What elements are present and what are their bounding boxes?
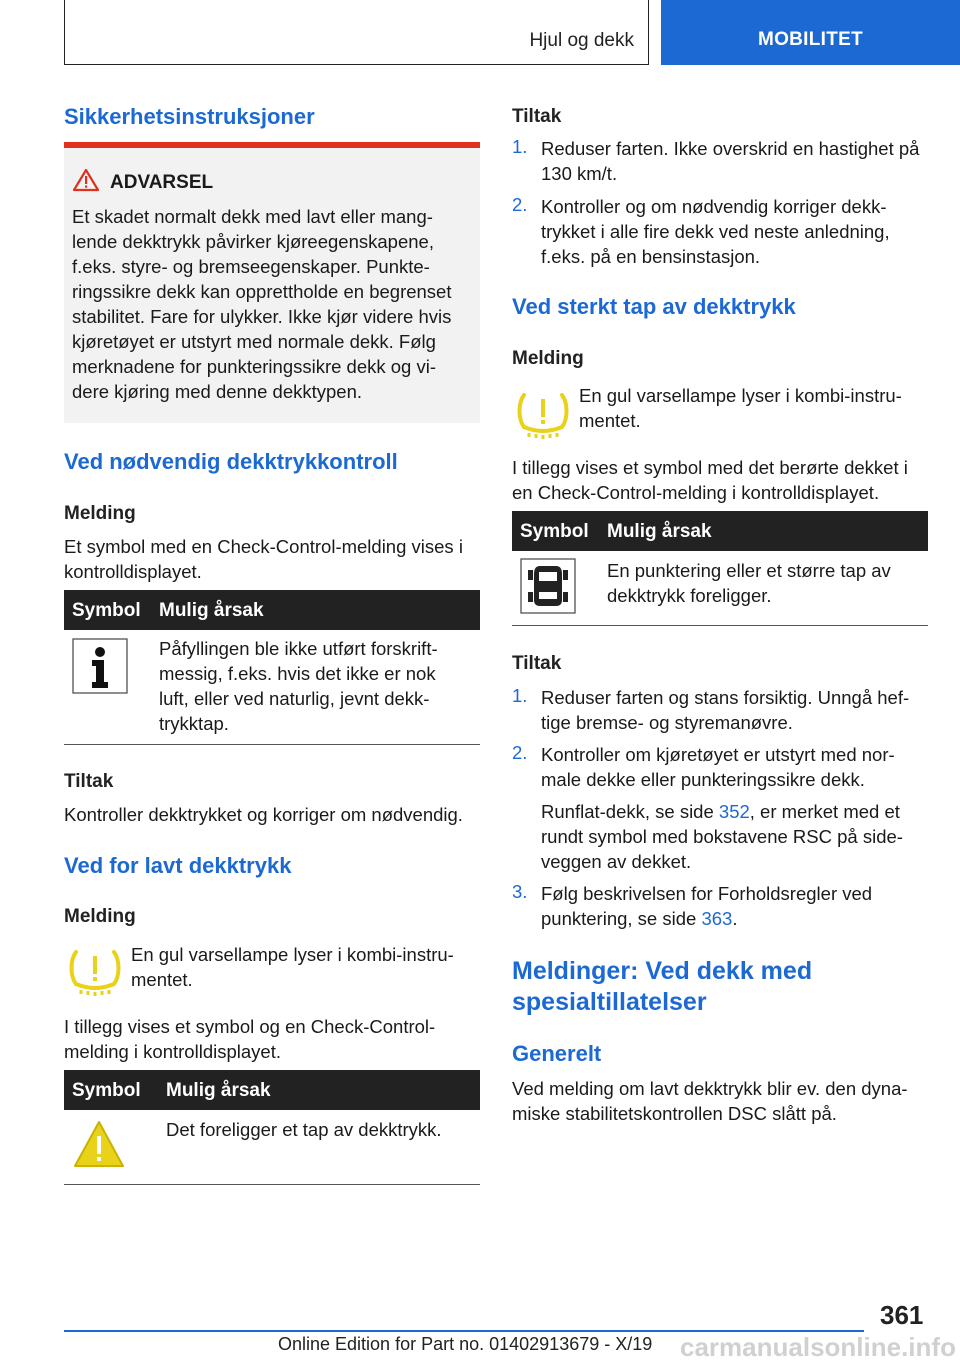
tiltak-text: Kontroller dekktrykket og korriger om nødvendig. bbox=[64, 804, 463, 825]
table-rule bbox=[64, 744, 480, 745]
subheading-general: Generelt bbox=[512, 1041, 602, 1066]
section-heading-tpms-check: Ved nødvendig dekktrykkontroll bbox=[64, 449, 398, 474]
list-item bbox=[541, 194, 931, 269]
text-line: male dekke eller punkteringssikre dekk. bbox=[541, 769, 865, 790]
table-cause-cell: Det foreligger et tap av dekktrykk. bbox=[166, 1119, 442, 1140]
melding-text bbox=[64, 1014, 480, 1064]
info-icon bbox=[72, 638, 128, 694]
melding-heading: Melding bbox=[64, 906, 136, 927]
watermark: carmanualsonline.info bbox=[680, 1332, 956, 1362]
text-line: f.eks. på en bensinstasjon. bbox=[541, 246, 761, 267]
table-header-symbol: Symbol bbox=[72, 1080, 141, 1101]
warning-triangle-icon bbox=[72, 1118, 126, 1172]
warning-text bbox=[72, 204, 472, 404]
text-line: tige bremse- og styremanøvre. bbox=[541, 712, 793, 733]
text-line: 130 km/t. bbox=[541, 163, 618, 184]
text-segment: punktering, se side bbox=[541, 908, 702, 929]
melding-heading: Melding bbox=[512, 348, 584, 369]
warning-box bbox=[64, 148, 480, 423]
section-heading-severe-loss: Ved sterkt tap av dekktrykk bbox=[512, 294, 796, 319]
list-number: 3. bbox=[512, 881, 528, 902]
lamp-text bbox=[579, 383, 929, 433]
lamp-text bbox=[131, 942, 481, 992]
tire-pressure-warning-icon bbox=[68, 946, 122, 996]
table-header bbox=[64, 1070, 480, 1110]
list-number: 1. bbox=[512, 136, 528, 157]
heading-line: spesialtillatelser bbox=[512, 988, 707, 1016]
header-section-box bbox=[64, 0, 649, 65]
warning-label: ADVARSEL bbox=[110, 172, 214, 193]
table-header bbox=[512, 511, 928, 551]
table-rule bbox=[64, 1184, 480, 1185]
tiltak-heading: Tiltak bbox=[64, 771, 114, 792]
warning-line: Et skadet normalt dekk med lavt eller mang- bbox=[72, 206, 433, 227]
page-number: 361 bbox=[880, 1300, 924, 1330]
table-header bbox=[64, 590, 480, 630]
tiltak-heading: Tiltak bbox=[512, 653, 562, 674]
table-header-symbol: Symbol bbox=[520, 521, 589, 542]
section-heading-low-pressure: Ved for lavt dekktrykk bbox=[64, 853, 292, 878]
text-line: En punktering eller et større tap av bbox=[607, 560, 891, 581]
table-header-symbol: Symbol bbox=[72, 600, 141, 621]
list-number: 2. bbox=[512, 194, 528, 215]
text-line: Et symbol med en Check-Control-melding vises i bbox=[64, 536, 463, 557]
warning-line: kjøretøyet er utstyrt med normale dekk. Følg bbox=[72, 331, 436, 352]
warning-line: stabilitet. Fare for ulykker. Ikke kjør videre hvis bbox=[72, 306, 452, 327]
header-section-title: Hjul og dekk bbox=[529, 30, 634, 51]
table-cause-cell bbox=[159, 636, 479, 736]
list-item bbox=[541, 742, 931, 792]
text-line: mentet. bbox=[131, 969, 193, 990]
text-line: Reduser farten og stans forsiktig. Unngå hef- bbox=[541, 687, 910, 708]
text-line: miske stabilitetskontrollen DSC slått på. bbox=[512, 1103, 837, 1124]
text-line: trykket i alle fire dekk ved neste anledning, bbox=[541, 221, 890, 242]
melding-text bbox=[64, 534, 480, 584]
list-item bbox=[541, 136, 931, 186]
text-line: rundt symbol med bokstavene RSC på side- bbox=[541, 826, 903, 847]
text-line bbox=[541, 906, 931, 931]
text-line: Følg beskrivelsen for Forholdsregler ved bbox=[541, 883, 873, 904]
text-line: Kontroller om kjøretøyet er utstyrt med nor- bbox=[541, 744, 895, 765]
warning-line: dere kjøring med denne dekktypen. bbox=[72, 381, 363, 402]
warning-line: f.eks. styre- og bremseegenskaper. Punkte- bbox=[72, 256, 430, 277]
text-line: mentet. bbox=[579, 410, 641, 431]
warning-line: ringssikre dekk kan opprettholde en begrenset bbox=[72, 281, 452, 302]
heading-line: Meldinger: Ved dekk med bbox=[512, 957, 813, 985]
text-line: En gul varsellampe lyser i kombi-instru- bbox=[131, 944, 454, 965]
runflat-note bbox=[541, 799, 931, 874]
text-segment: , er merket med et bbox=[749, 801, 900, 822]
text-line: messig, f.eks. hvis det ikke er nok bbox=[159, 663, 436, 684]
warning-line: lende dekktrykk påvirker kjøreegenskapene, bbox=[72, 231, 434, 252]
tiltak-heading: Tiltak bbox=[512, 106, 562, 127]
table-rule bbox=[512, 625, 928, 626]
table-cause-cell bbox=[607, 558, 927, 608]
text-line: Påfyllingen ble ikke utført forskrift- bbox=[159, 638, 438, 659]
text-line: luft, eller ved naturlig, jevnt dekk- bbox=[159, 688, 430, 709]
list-number: 2. bbox=[512, 742, 528, 763]
general-text bbox=[512, 1076, 928, 1126]
table-header-cause: Mulig årsak bbox=[166, 1080, 271, 1101]
table-header-cause: Mulig årsak bbox=[159, 600, 264, 621]
text-line: en Check-Control-melding i kontrolldisplayet. bbox=[512, 482, 880, 503]
text-line: I tillegg vises et symbol med det berørte dekket i bbox=[512, 457, 908, 478]
warning-triangle-icon bbox=[72, 168, 100, 192]
text-line: En gul varsellampe lyser i kombi-instru- bbox=[579, 385, 902, 406]
safety-heading: Sikkerhetsinstruksjoner bbox=[64, 104, 315, 129]
list-item bbox=[541, 685, 931, 735]
warning-line: merknadene for punkteringssikre dekk og vi- bbox=[72, 356, 437, 377]
text-line: veggen av dekket. bbox=[541, 851, 692, 872]
tire-pressure-warning-icon bbox=[516, 389, 570, 439]
list-item bbox=[541, 881, 931, 931]
text-line: I tillegg vises et symbol og en Check-Control- bbox=[64, 1016, 436, 1037]
text-line: trykktap. bbox=[159, 713, 229, 734]
text-line: melding i kontrolldisplayet. bbox=[64, 1041, 281, 1062]
page-link-363[interactable]: 363 bbox=[701, 908, 733, 929]
text-line bbox=[541, 799, 931, 824]
text-segment: . bbox=[732, 908, 738, 929]
text-line: kontrolldisplayet. bbox=[64, 561, 202, 582]
text-line: Ved melding om lavt dekktrykk blir ev. den dyna- bbox=[512, 1078, 908, 1099]
text-line: dekktrykk foreligger. bbox=[607, 585, 772, 606]
text-segment: Runflat-dekk, se side bbox=[541, 801, 719, 822]
page-link-352[interactable]: 352 bbox=[718, 801, 750, 822]
text-line: Kontroller og om nødvendig korriger dekk- bbox=[541, 196, 887, 217]
table-header-cause: Mulig årsak bbox=[607, 521, 712, 542]
melding-text bbox=[512, 455, 928, 505]
car-tire-icon bbox=[520, 558, 576, 614]
list-number: 1. bbox=[512, 685, 528, 706]
header-chapter-tab[interactable] bbox=[661, 0, 960, 65]
melding-heading: Melding bbox=[64, 503, 136, 524]
text-line: Reduser farten. Ikke overskrid en hastighet på bbox=[541, 138, 920, 159]
header-chapter-label: MOBILITET bbox=[757, 28, 864, 50]
section-heading-special-approval bbox=[512, 956, 812, 1018]
edition-text: Online Edition for Part no. 01402913679 - X/19 bbox=[278, 1334, 653, 1354]
